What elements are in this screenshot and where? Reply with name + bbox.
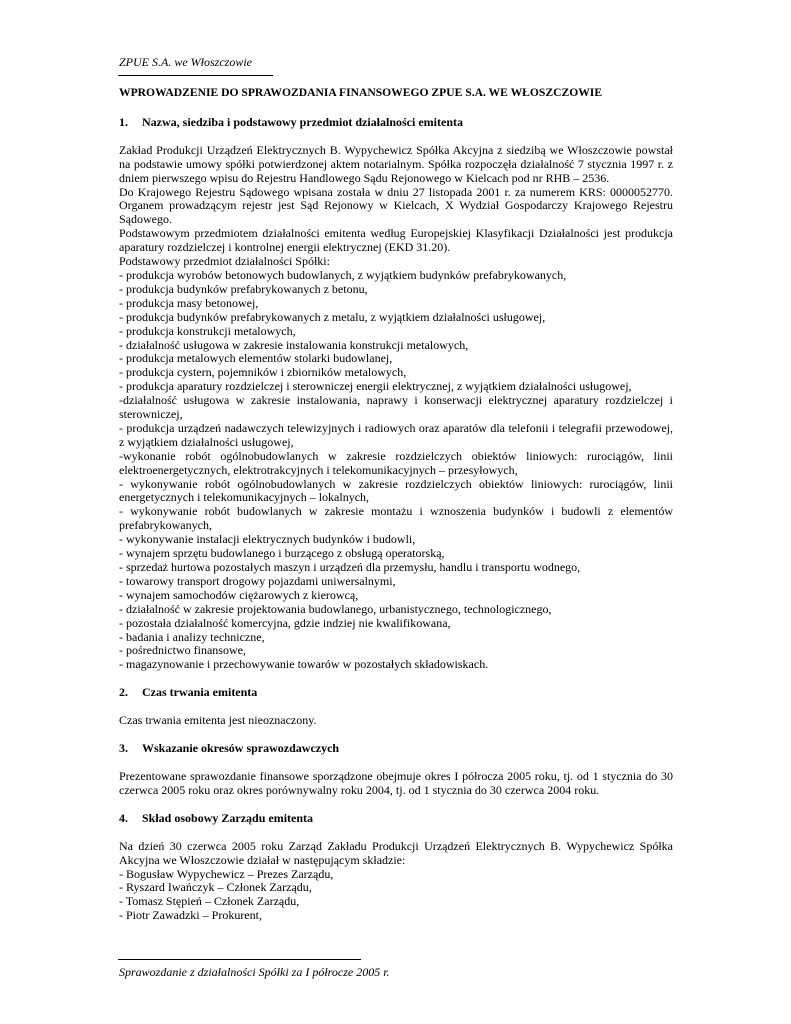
list-item: - wykonywanie instalacji elektrycznych budynków i budowli,: [119, 532, 416, 547]
section-4-heading: [119, 812, 673, 826]
list-item: - produkcja budynków prefabrykowanych z betonu,: [119, 281, 368, 296]
footer-divider: [118, 959, 361, 960]
section-1-paragraph-1: Zakład Produkcji Urządzeń Elektrycznych B. Wypychewicz Spółka Akcyjna z siedzibą we Włoszczowie powstał na podstawie umowy spółki potwierdzonej aktem notarialnym. Spółka rozpoczęła działalność 7 stycznia 1997 r. z dniem pierwszego wpisu do Rejestru Handlowego Sądu Rejonowego w Kielcach pod nr RHB – 2536.: [119, 142, 673, 185]
list-item: - pozostała działalność komercyjna, gdzie indziej nie kwalifikowana,: [119, 615, 451, 630]
list-item: - produkcja budynków prefabrykowanych z metalu, z wyjątkiem działalności usługowej,: [119, 309, 546, 324]
list-item: - Ryszard Iwańczyk – Członek Zarządu,: [119, 880, 312, 895]
list-item: - Bogusław Wypychewicz – Prezes Zarządu,: [119, 866, 334, 881]
header-divider: [118, 75, 273, 76]
list-item: - produkcja wyrobów betonowych budowlanych, z wyjątkiem budynków prefabrykowanych,: [119, 267, 567, 282]
list-item: - produkcja urządzeń nadawczych telewizyjnych i radiowych oraz aparatów dla telefonii i telegrafii przewodowej, z wyjątkiem działalności usługowej,: [119, 420, 673, 449]
section-3-title: Wskazanie okresów sprawozdawczych: [142, 741, 340, 756]
list-item: - magazynowanie i przechowywanie towarów w pozostałych składowiskach.: [119, 657, 489, 672]
section-2-heading: [119, 686, 673, 700]
document-title: WPROWADZENIE DO SPRAWOZDANIA FINANSOWEGO ZPUE S.A. WE WŁOSZCZOWIE: [119, 86, 603, 99]
section-4-number: 4.: [119, 810, 128, 825]
header-company-name: ZPUE S.A. we Włoszczowie: [119, 55, 252, 69]
list-item: - działalność usługowa w zakresie instalowania konstrukcji metalowych,: [119, 337, 469, 352]
list-item: - pośrednictwo finansowe,: [119, 643, 246, 658]
section-2-text: Czas trwania emitenta jest nieoznaczony.: [119, 713, 317, 728]
list-item: - produkcja aparatury rozdzielczej i sterowniczej energii elektrycznej, z wyjątkiem działalności usługowej,: [119, 379, 632, 394]
list-item: - Tomasz Stępień – Członek Zarządu,: [119, 894, 300, 909]
list-item: - wykonywanie robót budowlanych w zakresie montażu i wznoszenia budynków i budowli z elementów prefabrykowanych,: [119, 504, 673, 533]
list-item: - Piotr Zawadzki – Prokurent,: [119, 908, 262, 923]
section-1-number: 1.: [119, 114, 128, 129]
section-3-heading: [119, 742, 673, 756]
section-4-title: Skład osobowy Zarządu emitenta: [142, 810, 314, 825]
list-item: - produkcja metalowych elementów stolarki budowlanej,: [119, 351, 393, 366]
list-item: - produkcja cystern, pojemników i zbiorników metalowych,: [119, 365, 407, 380]
document-body: [119, 86, 673, 923]
list-item: - badania i analizy techniczne,: [119, 629, 265, 644]
list-item: - działalność w zakresie projektowania budowlanego, urbanistycznego, technologicznego,: [119, 601, 552, 616]
list-item: -działalność usługowa w zakresie instalowania, naprawy i konserwacji elektrycznej aparatury rozdzielczej i sterowniczej,: [119, 393, 673, 422]
board-members-list: [119, 868, 673, 924]
section-3-text: Prezentowane sprawozdanie finansowe sporządzone obejmuje okres I półrocza 2005 roku, tj. od 1 stycznia do 30 czerwca 2005 roku oraz okres porównywalny roku 2004, tj. od 1 stycznia do 30 czerwca 2004 roku.: [119, 768, 673, 797]
activities-list: [119, 269, 673, 672]
list-item: - towarowy transport drogowy pojazdami uniwersalnymi,: [119, 573, 396, 588]
list-item: -wykonanie robót ogólnobudowlanych w zakresie rozdzielczych obiektów liniowych: rurociągów, linii elektroenergetycznych, elektrotrakcyjnych i telekomunikacyjnych – przesyłowych,: [119, 448, 673, 477]
list-item: - wykonywanie robót ogólnobudowlanych w zakresie rozdzielczych obiektów liniowych: rurociągów, linii energetycznych i telekomunikacyjnych – lokalnych,: [119, 476, 673, 505]
list-item: - produkcja konstrukcji metalowych,: [119, 323, 296, 338]
section-2-title: Czas trwania emitenta: [142, 685, 258, 700]
list-item: - wynajem sprzętu budowlanego i burzącego z obsługą operatorską,: [119, 546, 445, 561]
section-3-number: 3.: [119, 741, 128, 756]
section-2-number: 2.: [119, 685, 128, 700]
section-1-title: Nazwa, siedziba i podstawowy przedmiot działalności emitenta: [142, 114, 463, 129]
section-4-intro: Na dzień 30 czerwca 2005 roku Zarząd Zakładu Produkcji Urządzeń Elektrycznych B. Wypychewicz Spółka Akcyjna we Włoszczowie działał w następującym składzie:: [119, 838, 673, 867]
section-1-paragraph-3: Podstawowym przedmiotem działalności emitenta według Europejskiej Klasyfikacji Działalności jest produkcja aparatury rozdzielczej i kontrolnej energii elektrycznej (EKD 31.20).: [119, 226, 673, 255]
section-1-heading: [119, 116, 673, 130]
list-item: - wynajem samochodów ciężarowych z kierowcą,: [119, 587, 359, 602]
list-item: - produkcja masy betonowej,: [119, 295, 259, 310]
footer-text: Sprawozdanie z działalności Spółki za I półrocze 2005 r.: [119, 965, 390, 979]
list-item: - sprzedaż hurtowa pozostałych maszyn i urządzeń dla przemysłu, handlu i transportu wodnego,: [119, 560, 581, 574]
section-1-paragraph-4: Podstawowy przedmiot działalności Spółki:: [119, 254, 330, 269]
section-1-paragraph-2: Do Krajowego Rejestru Sądowego wpisana została w dniu 27 listopada 2001 r. za numerem KRS: 0000052770. Organem prowadzącym rejestr jest Sąd Rejonowy w Kielcach, X Wydział Gospodarczy Krajowego Rejestru Sądowego.: [119, 184, 673, 227]
